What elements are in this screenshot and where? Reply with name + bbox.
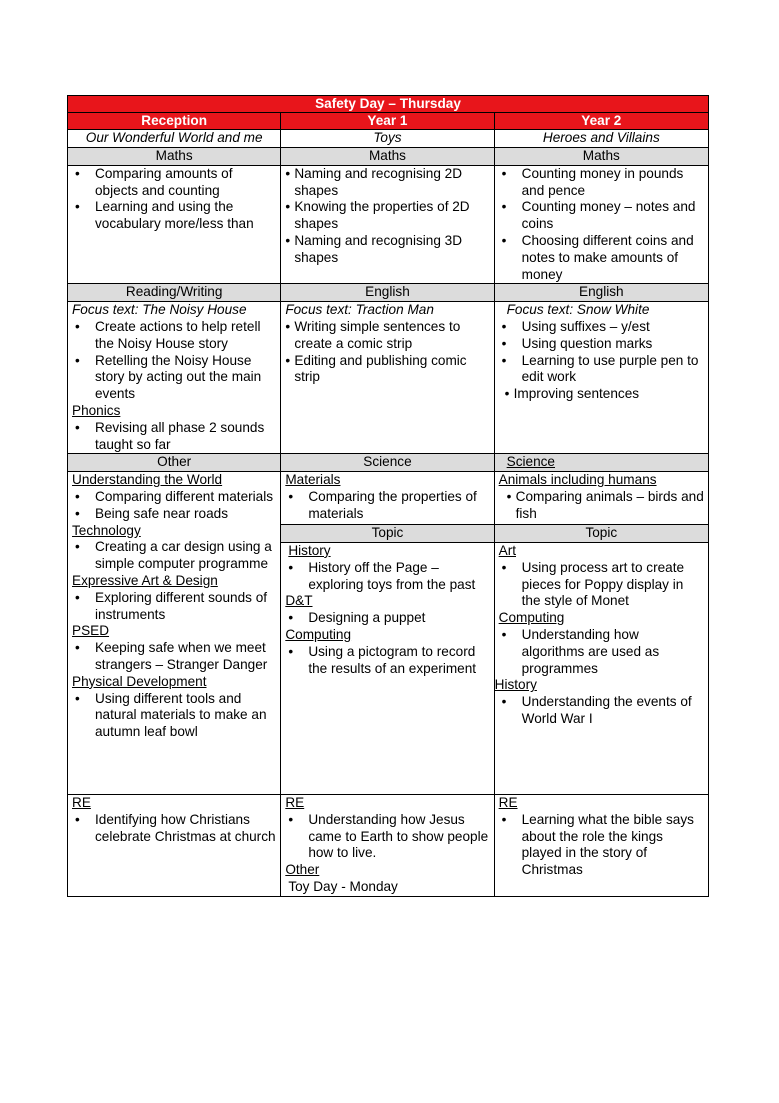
list-item: • Designing a puppet xyxy=(285,610,489,627)
list-item: • Understanding the events of World War I xyxy=(499,694,704,728)
bullet-list xyxy=(72,319,276,403)
list-item: • Using a pictogram to record the results of an experiment xyxy=(285,644,489,678)
subject-header: Maths xyxy=(494,148,708,166)
list-item: • Exploring different sounds of instruments xyxy=(72,590,276,624)
re-year1-cell xyxy=(281,794,494,896)
bullet-list xyxy=(72,691,276,741)
list-item: • History off the Page – exploring toys from the past xyxy=(285,560,489,594)
year-header: Year 2 xyxy=(494,113,708,130)
table-title: Safety Day – Thursday xyxy=(68,96,709,113)
list-item: • Naming and recognising 3D shapes xyxy=(285,233,489,267)
section-heading: D&T xyxy=(285,593,313,609)
bullet-list xyxy=(72,489,276,523)
section-heading: PSED xyxy=(72,623,110,639)
list-item: • Learning to use purple pen to edit work xyxy=(499,353,704,387)
list-item: • Writing simple sentences to create a comic strip xyxy=(285,319,489,353)
maths-year2-cell xyxy=(494,165,708,284)
list-item: • Counting money – notes and coins xyxy=(499,199,704,233)
bullet-list xyxy=(499,166,704,284)
list-item: • Counting money in pounds and pence xyxy=(499,166,704,200)
list-item: • Revising all phase 2 sounds taught so far xyxy=(72,420,276,454)
focus-text: Focus text: Snow White xyxy=(506,302,650,318)
year-header: Year 1 xyxy=(281,113,494,130)
list-item: • Using process art to create pieces for Poppy display in the style of Monet xyxy=(499,560,704,610)
list-item: • Identifying how Christians celebrate Christmas at church xyxy=(72,812,276,846)
bullet-list xyxy=(285,489,489,523)
re-reception-cell xyxy=(68,794,281,896)
bullet-list xyxy=(285,644,489,678)
list-item: • Creating a car design using a simple computer programme xyxy=(72,539,276,573)
section-heading: RE xyxy=(285,794,305,810)
subject-header: Science xyxy=(281,454,494,472)
maths-header-row xyxy=(68,148,709,166)
section-heading: Understanding the World xyxy=(72,472,223,488)
english-year1-cell xyxy=(281,302,494,454)
section-heading: RE xyxy=(498,794,518,810)
theme-row xyxy=(68,130,709,148)
subject-header: English xyxy=(494,284,708,302)
other-header-row xyxy=(68,454,709,472)
bullet-list xyxy=(285,610,489,627)
title-row xyxy=(68,96,709,113)
curriculum-table xyxy=(67,95,709,897)
section-heading: Computing xyxy=(498,610,565,626)
english-header-row xyxy=(68,284,709,302)
subject-header: Maths xyxy=(281,148,494,166)
bullet-list xyxy=(507,489,704,523)
list-item: • Keeping safe when we meet strangers – Stranger Danger xyxy=(72,640,276,674)
list-item: • Naming and recognising 2D shapes xyxy=(285,166,489,200)
section-heading: Computing xyxy=(285,626,352,642)
bullet-list xyxy=(505,386,704,403)
list-item: • Editing and publishing comic strip xyxy=(285,353,489,387)
subject-header: Maths xyxy=(68,148,281,166)
bullet-list xyxy=(285,560,489,594)
bullet-list xyxy=(285,319,489,386)
list-item: • Create actions to help retell the Noisy House story xyxy=(72,319,276,353)
topic-year2-cell xyxy=(494,542,708,794)
science-year1-cell xyxy=(281,472,494,525)
list-item: • Choosing different coins and notes to make amounts of money xyxy=(499,233,704,283)
bullet-list xyxy=(499,319,704,386)
section-heading: History xyxy=(494,677,537,693)
list-item: • Learning and using the vocabulary more/less than xyxy=(72,199,276,233)
list-item: • Being safe near roads xyxy=(72,506,276,523)
bullet-list xyxy=(499,627,704,677)
section-heading: Other xyxy=(285,862,320,878)
section-heading: Materials xyxy=(285,472,341,488)
list-item: • Understanding how algorithms are used as programmes xyxy=(499,627,704,677)
english-reception-cell xyxy=(68,302,281,454)
section-heading: Expressive Art & Design xyxy=(72,572,218,588)
section-heading: Technology xyxy=(72,522,141,538)
list-item: • Using suffixes – y/est xyxy=(499,319,704,336)
theme-label: Our Wonderful World and me xyxy=(68,130,281,148)
theme-label: Toys xyxy=(281,130,494,148)
subject-header: English xyxy=(281,284,494,302)
year-row xyxy=(68,113,709,130)
section-heading: History xyxy=(288,542,331,558)
bullet-list xyxy=(72,539,276,573)
bullet-list xyxy=(499,812,704,879)
maths-year1-cell xyxy=(281,165,494,284)
section-heading: Animals including humans xyxy=(498,472,657,488)
year-header: Reception xyxy=(68,113,281,130)
section-heading: Art xyxy=(498,542,516,558)
maths-reception-cell xyxy=(68,165,281,284)
section-heading: RE xyxy=(72,794,91,810)
topic-year1-cell xyxy=(281,542,494,794)
other-text: Toy Day - Monday xyxy=(288,878,398,894)
subject-header: Topic xyxy=(494,525,708,543)
bullet-list xyxy=(499,694,704,728)
subject-header: Science xyxy=(506,454,555,470)
list-item: • Comparing different materials xyxy=(72,489,276,506)
bullet-list xyxy=(499,560,704,610)
list-item: • Using different tools and natural materials to make an autumn leaf bowl xyxy=(72,691,276,741)
science-row xyxy=(68,472,709,525)
re-year2-cell xyxy=(494,794,708,896)
list-item: • Learning what the bible says about the role the kings played in the story of Christmas xyxy=(499,812,704,879)
list-item: • Knowing the properties of 2D shapes xyxy=(285,199,489,233)
theme-label: Heroes and Villains xyxy=(494,130,708,148)
re-row xyxy=(68,794,709,896)
list-item: • Understanding how Jesus came to Earth to show people how to live. xyxy=(285,812,489,862)
subject-header: Reading/Writing xyxy=(68,284,281,302)
section-heading: Phonics xyxy=(72,402,121,418)
bullet-list xyxy=(72,420,276,454)
bullet-list xyxy=(72,166,276,233)
science-year2-cell xyxy=(494,472,708,525)
bullet-list xyxy=(285,812,489,862)
list-item: • Comparing amounts of objects and counting xyxy=(72,166,276,200)
bullet-list xyxy=(72,812,276,846)
bullet-list xyxy=(72,640,276,674)
list-item: • Improving sentences xyxy=(505,386,704,403)
focus-text: Focus text: The Noisy House xyxy=(72,302,247,318)
list-item: • Comparing the properties of materials xyxy=(285,489,489,523)
bullet-list xyxy=(285,166,489,267)
section-heading: Physical Development xyxy=(72,673,207,689)
list-item: • Comparing animals – birds and fish xyxy=(507,489,704,523)
list-item: • Using question marks xyxy=(499,336,704,353)
english-row xyxy=(68,302,709,454)
focus-text: Focus text: Traction Man xyxy=(285,302,434,318)
maths-row xyxy=(68,165,709,284)
other-reception-cell xyxy=(68,472,281,795)
list-item: • Retelling the Noisy House story by acting out the main events xyxy=(72,353,276,403)
bullet-list xyxy=(72,590,276,624)
english-year2-cell xyxy=(494,302,708,454)
subject-header: Topic xyxy=(281,525,494,543)
subject-header: Other xyxy=(68,454,281,472)
